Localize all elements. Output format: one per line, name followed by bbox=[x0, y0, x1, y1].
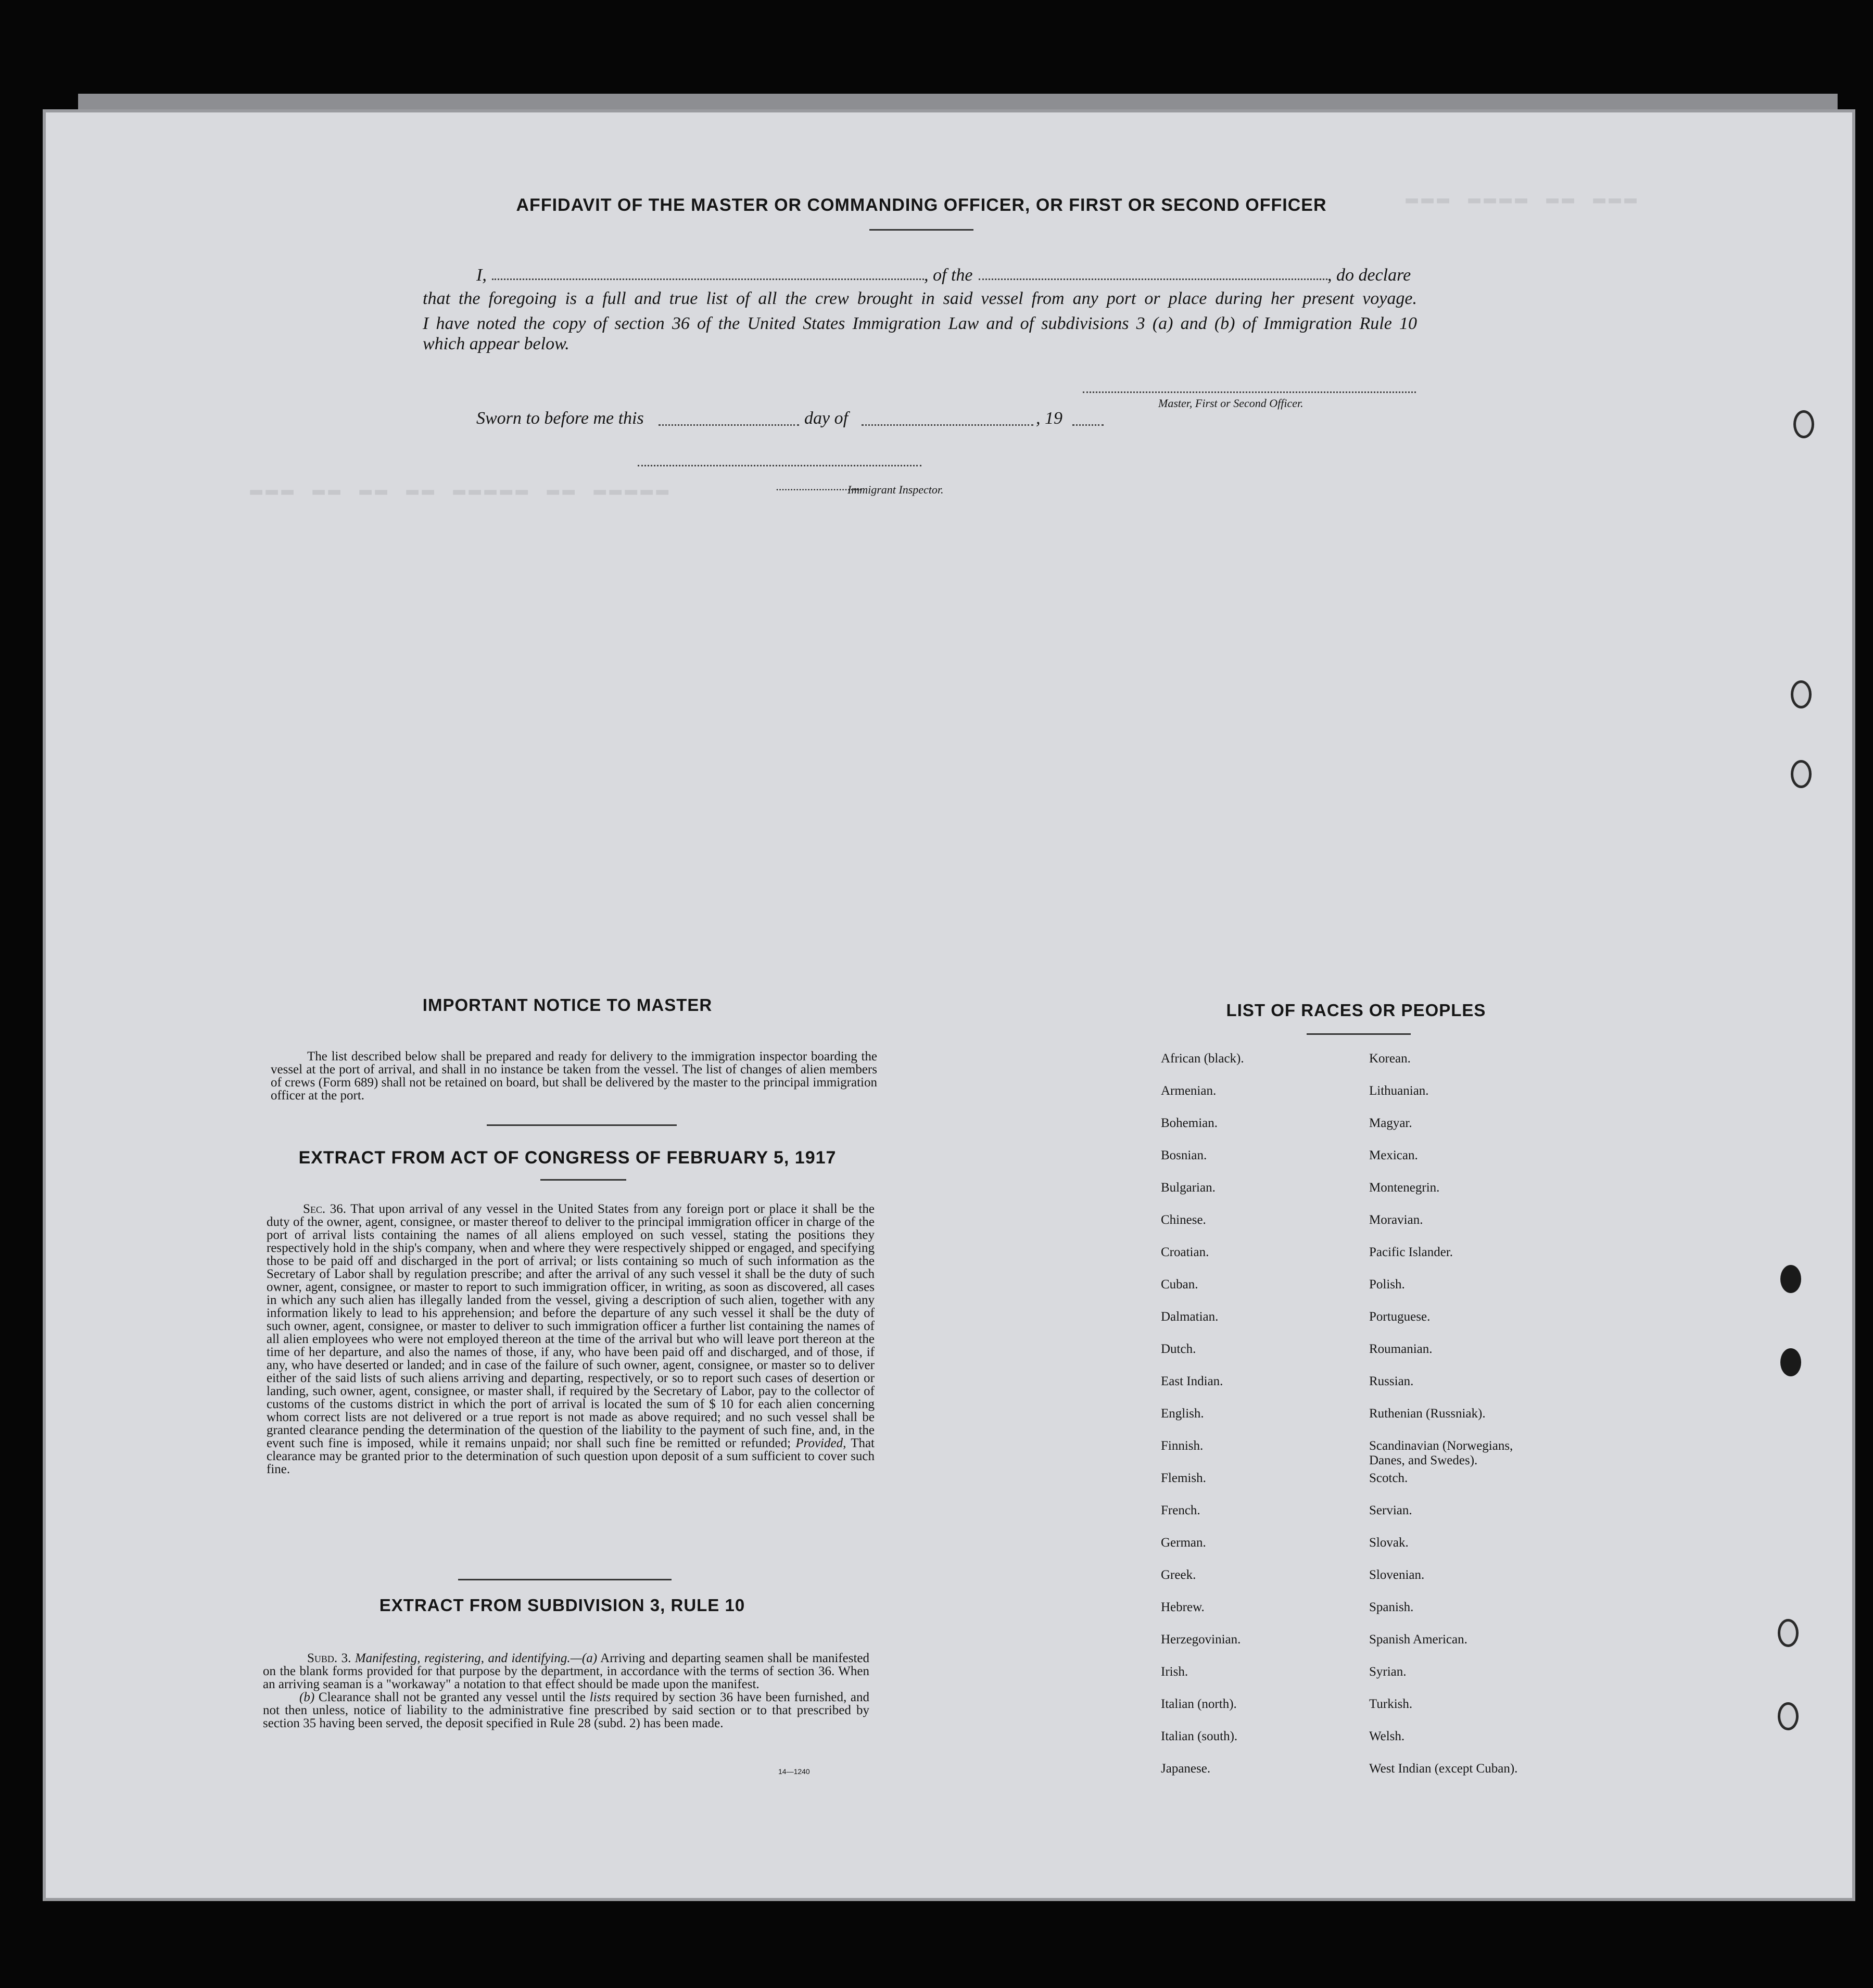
race-item: Servian. bbox=[1369, 1503, 1412, 1517]
race-item: Dutch. bbox=[1161, 1342, 1196, 1356]
race-item: English. bbox=[1161, 1407, 1204, 1421]
binder-hole bbox=[1780, 1265, 1801, 1293]
race-item: Scotch. bbox=[1369, 1471, 1408, 1485]
provided-label: Provided, bbox=[795, 1436, 846, 1450]
para-b-2: required by section 36 have been furnished, and not then unless, notice of liability to the administrative fine prescribed by said section or to that prescribed by section 35 having been served, the deposit specified in Rule 28 (subd. 2) has been made. bbox=[263, 1690, 870, 1730]
race-item: Finnish. bbox=[1161, 1439, 1204, 1453]
race-item: Welsh. bbox=[1369, 1729, 1405, 1743]
binder-hole bbox=[1778, 1702, 1799, 1730]
vessel-field[interactable] bbox=[979, 278, 1327, 280]
day-of-label: day of bbox=[804, 409, 849, 428]
master-signature-field[interactable] bbox=[1083, 391, 1416, 393]
affidavit-line-3: I have noted the copy of section 36 of the United States Immigration Law and of subdivisions 3 (a) and (b) of Immigration Rule 10 bbox=[423, 314, 1417, 333]
divider bbox=[540, 1179, 626, 1181]
affidavit-of-the-label: , of the bbox=[924, 265, 973, 285]
races-right-column bbox=[1369, 1052, 1588, 1794]
sworn-day-field[interactable] bbox=[659, 424, 799, 426]
race-item: Japanese. bbox=[1161, 1762, 1211, 1776]
binder-hole bbox=[1778, 1619, 1799, 1647]
race-item: Mexican. bbox=[1369, 1148, 1418, 1162]
race-item: Turkish. bbox=[1369, 1697, 1413, 1711]
race-item: Flemish. bbox=[1161, 1471, 1206, 1485]
race-item: Greek. bbox=[1161, 1568, 1196, 1582]
race-item: Hebrew. bbox=[1161, 1600, 1205, 1614]
race-item: Spanish American. bbox=[1369, 1632, 1467, 1647]
notice-title: IMPORTANT NOTICE TO MASTER bbox=[422, 995, 713, 1015]
divider bbox=[1307, 1033, 1411, 1035]
extract-act-title: EXTRACT FROM ACT OF CONGRESS OF FEBRUARY 5, 1917 bbox=[298, 1148, 837, 1168]
extract-rule-title: EXTRACT FROM SUBDIVISION 3, RULE 10 bbox=[379, 1596, 745, 1615]
race-item: Spanish. bbox=[1369, 1600, 1414, 1614]
race-item: Lithuanian. bbox=[1369, 1084, 1429, 1098]
extract-act-text bbox=[267, 1202, 875, 1476]
sworn-year-field[interactable] bbox=[1072, 424, 1104, 426]
notice-text: The list described below shall be prepared and ready for delivery to the immigration inspector boarding the vessel at the port of arrival, and shall in no instance be taken from the vessel. The list of changes of alien members of crews (Form 689) shall not be retained on board, but shall be delivered by the master to the principal immigration officer at the port. bbox=[271, 1049, 877, 1103]
race-item: Chinese. bbox=[1161, 1213, 1206, 1227]
year-label: , 19 bbox=[1036, 409, 1062, 428]
para-b-label: (b) bbox=[299, 1690, 315, 1704]
race-item: German. bbox=[1161, 1536, 1206, 1550]
race-item: Magyar. bbox=[1369, 1116, 1412, 1130]
race-item: Scandinavian (Norwegians, Danes, and Swedes). bbox=[1369, 1439, 1513, 1467]
divider bbox=[869, 229, 973, 231]
para-b-lists: lists bbox=[589, 1690, 611, 1704]
affidavit-line-4: which appear below. bbox=[423, 334, 570, 353]
races-title: LIST OF RACES OR PEOPLES bbox=[1226, 1001, 1486, 1020]
race-item: Slovenian. bbox=[1369, 1568, 1425, 1582]
race-item: Cuban. bbox=[1161, 1277, 1198, 1291]
race-item: French. bbox=[1161, 1503, 1200, 1517]
para-a: Arriving and departing seamen shall be manifested on the blank forms provided for that purpose by the department, in accordance with the terms of section 36. When an arriving seaman is a "workaway" a notation to that effect should be made upon the manifest. bbox=[263, 1651, 870, 1691]
affidavit-line-2: that the foregoing is a full and true list of all the crew brought in said vessel from any port or place during her present voyage. bbox=[423, 289, 1417, 308]
sec-label: Sec. 36. bbox=[303, 1202, 347, 1216]
race-item: Roumanian. bbox=[1369, 1342, 1433, 1356]
binder-hole bbox=[1791, 680, 1812, 708]
subd-title: Manifesting, registering, and identifying.—(a) bbox=[355, 1651, 598, 1665]
race-item: Italian (north). bbox=[1161, 1697, 1237, 1711]
inspector-signature-field[interactable] bbox=[638, 465, 921, 466]
race-item: Irish. bbox=[1161, 1665, 1188, 1679]
race-item: Polish. bbox=[1369, 1277, 1405, 1291]
sworn-month-field[interactable] bbox=[862, 424, 1033, 426]
race-item: Armenian. bbox=[1161, 1084, 1217, 1098]
inspector-caption-line: ······························ bbox=[776, 483, 862, 496]
race-item: Bohemian. bbox=[1161, 1116, 1218, 1130]
race-item: Croatian. bbox=[1161, 1245, 1209, 1259]
race-item: Syrian. bbox=[1369, 1665, 1407, 1679]
divider bbox=[487, 1124, 677, 1126]
race-item: African (black). bbox=[1161, 1052, 1244, 1066]
provided-text: That clearance may be granted prior to the determination of such question upon deposit of a sum sufficient to cover such fine. bbox=[267, 1436, 875, 1476]
race-item: East Indian. bbox=[1161, 1374, 1223, 1388]
affidavit-title: AFFIDAVIT OF THE MASTER OR COMMANDING OFFICER, OR FIRST OR SECOND OFFICER bbox=[516, 195, 1327, 215]
race-item: Montenegrin. bbox=[1369, 1181, 1440, 1195]
para-b-1: Clearance shall not be granted any vessel until the bbox=[318, 1690, 586, 1704]
form-number: 14—1240 bbox=[778, 1767, 810, 1776]
races-left-column bbox=[1161, 1052, 1348, 1794]
binder-hole bbox=[1780, 1348, 1801, 1376]
bleed-through-text: ▬▬▬ ▬▬▬▬ ▬▬ ▬▬▬ bbox=[1406, 187, 1640, 211]
race-item: Pacific Islander. bbox=[1369, 1245, 1453, 1259]
binder-hole bbox=[1793, 410, 1814, 438]
race-item: Ruthenian (Russniak). bbox=[1369, 1407, 1486, 1421]
affidavit-declare-label: , do declare bbox=[1327, 265, 1411, 285]
name-field[interactable] bbox=[492, 278, 924, 280]
race-item: Herzegovinian. bbox=[1161, 1632, 1241, 1647]
race-item: Dalmatian. bbox=[1161, 1310, 1219, 1324]
affidavit-i-label: I, bbox=[476, 265, 487, 285]
race-item: Bosnian. bbox=[1161, 1148, 1207, 1162]
race-item: Bulgarian. bbox=[1161, 1181, 1216, 1195]
extract-rule-text bbox=[263, 1652, 869, 1730]
race-item: Moravian. bbox=[1369, 1213, 1423, 1227]
race-item: Korean. bbox=[1369, 1052, 1411, 1066]
inspector-caption: Immigrant Inspector. bbox=[847, 483, 944, 496]
race-item: Russian. bbox=[1369, 1374, 1414, 1388]
race-item: West Indian (except Cuban). bbox=[1369, 1762, 1518, 1776]
sworn-label: Sworn to before me this bbox=[476, 409, 644, 428]
page-top-edge bbox=[78, 94, 1838, 115]
sec-36-text: That upon arrival of any vessel in the United States from any foreign port or place it shall be the duty of the owner, agent, consignee, or master thereof to deliver to the principal immigration officer in charge of the port of arrival lists containing the names of all aliens employed on such vessel, stating the positions they respectively hold in the ship's company, when and where they were respectively shipped or engaged, and specifying those to be paid off and discharged in the port of arrival; or lists containing so much of such information as the Secretary of Labor shall by regulation prescribe; and after the arrival of any such vessel it shall be the duty of such owner, agent, consignee, or master to report to such immigration officer, in writing, as soon as discovered, all cases in which any such alien has illegally landed from the vessel, giving a description of such alien, together with any information likely to lead to his apprehension; and before the departure of any such vessel it shall be the duty of such owner, agent, consignee, or master to deliver to such immigration officer a further list containing the names of all alien employees who were not employed thereon at the time of the arrival but who will leave port thereon at the time of her departure, and also the names of those, if any, who have been paid off and discharged, and of those, if any, who have deserted or landed; and in case of the failure of such owner, agent, consignee, or master so to deliver either of the said lists of such aliens arriving and departing, respectively, or so to report such cases of desertion or landing, such owner, agent, consignee, or master shall, if required by the Secretary of Labor, pay to the collector of customs of the customs district in which the port of arrival is located the sum of $ 10 for each alien concerning whom correct lists are not delivered or a true report is not made as above required; and no such vessel shall be granted clearance pending the determination of the question of the liability to the payment of such fine, and, in the event such fine is imposed, while it remains unpaid; nor shall such fine be remitted or refunded; bbox=[267, 1202, 875, 1450]
bleed-through-text: ▬▬▬ ▬▬ ▬▬ ▬▬ ▬▬▬▬▬ ▬▬ ▬▬▬▬▬ bbox=[250, 479, 672, 502]
master-caption: Master, First or Second Officer. bbox=[1158, 397, 1303, 410]
binder-hole bbox=[1791, 760, 1812, 788]
race-item: Portuguese. bbox=[1369, 1310, 1431, 1324]
divider bbox=[458, 1579, 672, 1580]
race-item: Italian (south). bbox=[1161, 1729, 1238, 1743]
subd-label: Subd. 3. bbox=[307, 1651, 351, 1665]
race-item: Slovak. bbox=[1369, 1536, 1409, 1550]
